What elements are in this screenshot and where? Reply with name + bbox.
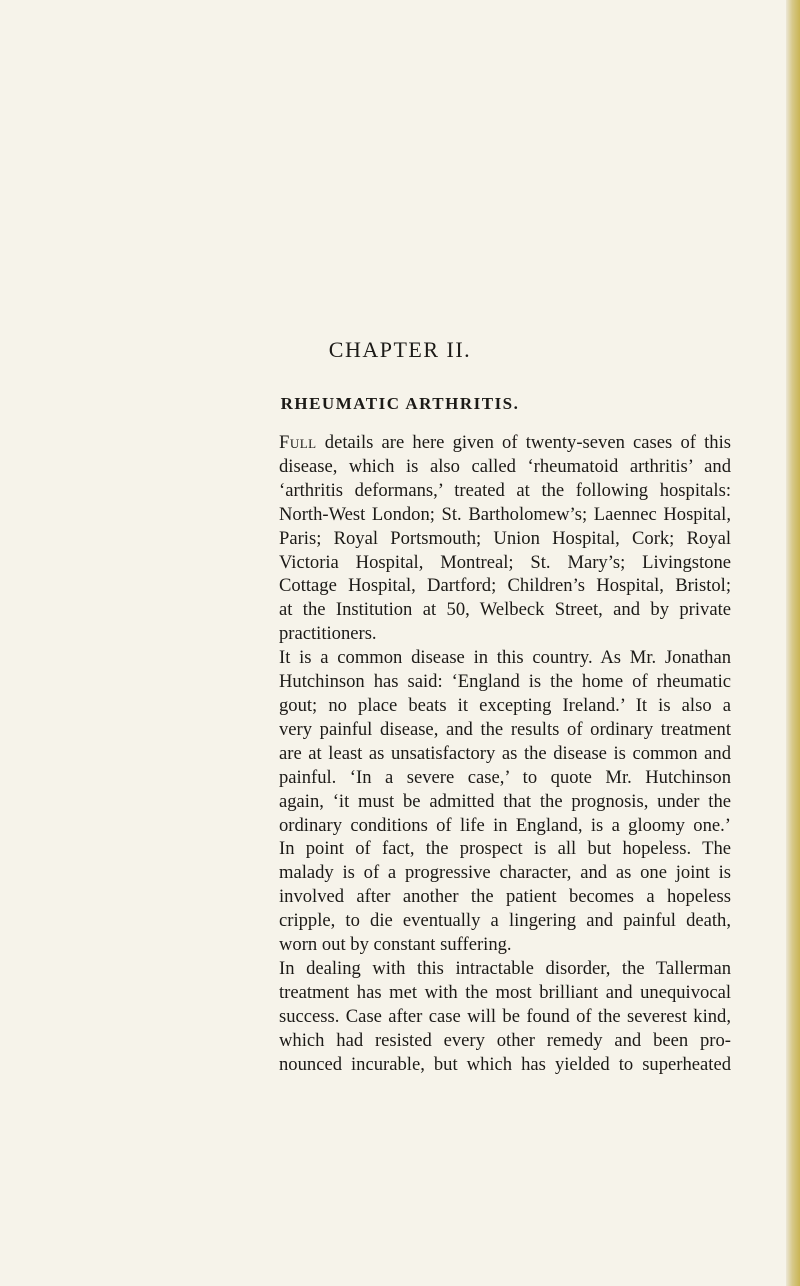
paragraph-3 bbox=[279, 957, 731, 1077]
text-line: Paris; Royal Portsmouth; Union Hospital, Cork; Royal bbox=[279, 527, 731, 549]
text-line: nounced incurable, but which has yielded to superheated bbox=[279, 1053, 731, 1075]
text-line: North-West London; St. Bartholomew’s; Laennec Hospital, bbox=[279, 503, 731, 525]
text-line: ‘arthritis deformans,’ treated at the following hospitals: bbox=[279, 479, 731, 501]
text-line: which had resisted every other remedy and been pro- bbox=[279, 1029, 731, 1051]
page-edge bbox=[786, 0, 800, 1286]
text-line: gout; no place beats it excepting Ireland.’ It is also a bbox=[279, 694, 731, 716]
text-line: ordinary conditions of life in England, is a gloomy one.’ bbox=[279, 814, 731, 836]
text-line: are at least as unsatisfactory as the disease is common and bbox=[279, 742, 731, 764]
paragraph-1 bbox=[279, 431, 731, 646]
text-line: malady is of a progressive character, and as one joint is bbox=[279, 862, 731, 884]
text-line: It is a common disease in this country. As Mr. Jonathan bbox=[279, 647, 731, 669]
text-line: involved after another the patient becomes a hopeless bbox=[279, 886, 731, 908]
text-line: treatment has met with the most brilliant and unequivocal bbox=[279, 981, 731, 1003]
text-line: In point of fact, the prospect is all but hopeless. The bbox=[279, 838, 731, 860]
text-line: disease, which is also called ‘rheumatoid arthritis’ and bbox=[279, 455, 731, 477]
text-line: very painful disease, and the results of ordinary treatment bbox=[279, 718, 731, 740]
text-line: worn out by constant suffering. bbox=[279, 934, 512, 956]
text-line: practitioners. bbox=[279, 623, 377, 645]
text-line: Victoria Hospital, Montreal; St. Mary’s; Livingstone bbox=[279, 551, 731, 573]
text-line: again, ‘it must be admitted that the prognosis, under the bbox=[279, 790, 731, 812]
text-line: Hutchinson has said: ‘England is the home of rheumatic bbox=[279, 671, 731, 693]
body-text bbox=[279, 431, 731, 1076]
paragraph-2 bbox=[279, 646, 731, 957]
text-line: Full details are here given of twenty-seven cases of this bbox=[279, 432, 731, 453]
text-line: painful. ‘In a severe case,’ to quote Mr. Hutchinson bbox=[279, 766, 731, 788]
text-line: In dealing with this intractable disorder, the Tallerman bbox=[279, 957, 731, 979]
text-line: cripple, to die eventually a lingering and painful death, bbox=[279, 910, 731, 932]
text-line: Cottage Hospital, Dartford; Children’s Hospital, Bristol; bbox=[279, 575, 731, 597]
drop-lead-word: Full bbox=[279, 432, 317, 453]
chapter-title: RHEUMATIC ARTHRITIS. bbox=[280, 394, 520, 413]
chapter-heading: CHAPTER II. bbox=[328, 337, 472, 362]
text-line: success. Case after case will be found of the severest kind, bbox=[279, 1005, 731, 1027]
text-line: at the Institution at 50, Welbeck Street, and by private bbox=[279, 599, 731, 621]
